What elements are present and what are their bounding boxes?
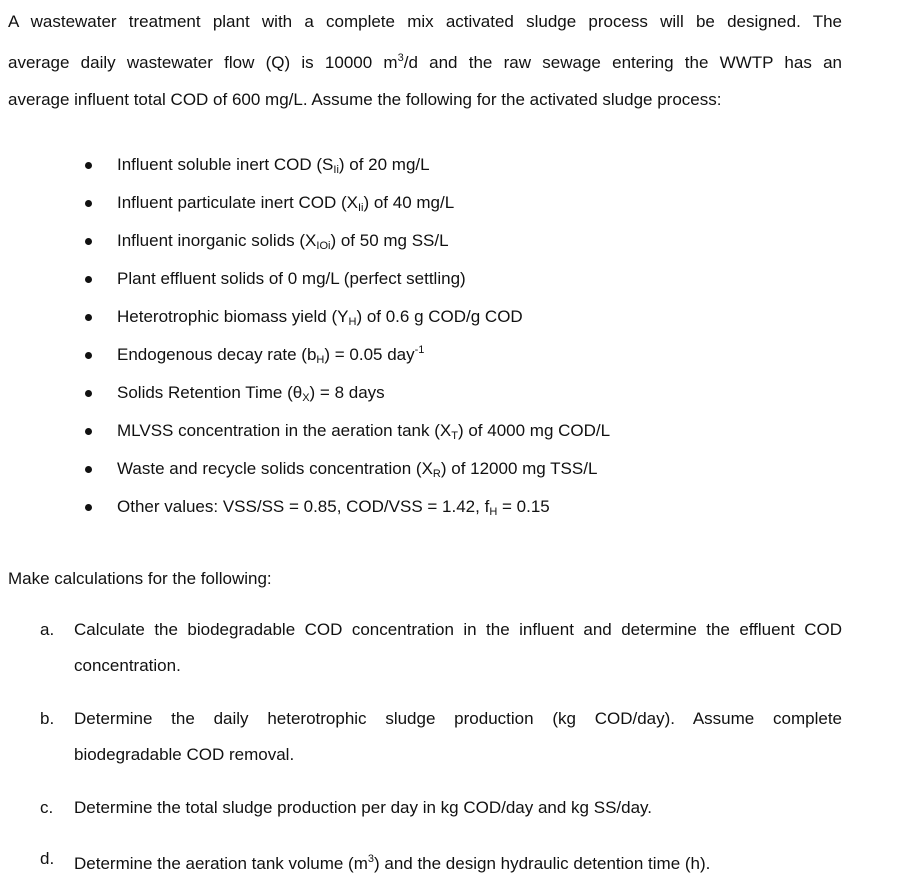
task-letter: b. [40, 709, 55, 728]
bullet-icon [85, 428, 92, 435]
bullet-icon [85, 466, 92, 473]
assumption-item [85, 146, 610, 184]
task-item-b [40, 701, 842, 773]
intro-line-2-text-b: /d and the raw sewage entering the WWTP has an [403, 53, 842, 72]
task-text: Determine the daily heterotrophic sludge production (kg COD/day). Assume complete biodegradable COD removal. [74, 709, 842, 764]
task-item-c [40, 790, 842, 826]
assumption-text: Endogenous decay rate $(b_H) = 0.05$ day$^{-1}$ [117, 344, 425, 366]
bullet-icon [85, 314, 92, 321]
cubic-superscript: 3 [367, 853, 374, 865]
bullet-icon [85, 238, 92, 245]
task-letter: c. [40, 798, 54, 817]
assumption-list [85, 146, 610, 526]
assumption-text: Plant effluent solids of 0 mg/L (perfect settling) [117, 269, 466, 288]
assumption-text: Influent inorganic solids $(X_{IOi})$ of 50 mg SS/L [117, 231, 449, 252]
assumption-item [85, 298, 610, 336]
assumption-item [85, 374, 610, 412]
task-text: Determine the aeration tank volume $(m^3)$ and the design hydraulic detention time (h). [74, 853, 711, 873]
assumption-item [85, 450, 610, 488]
task-letter: a. [40, 620, 55, 639]
bullet-icon [85, 200, 92, 207]
assumption-text: Heterotrophic biomass yield $(Y_H)$ of 0.6 g COD/g COD [117, 307, 523, 328]
problem-intro [8, 3, 842, 118]
assumption-text: Solids Retention Time $(\theta_X) = 8$ days [117, 383, 385, 404]
bullet-icon [85, 276, 92, 283]
intro-line-2 [8, 40, 842, 81]
task-item-d [40, 841, 842, 882]
cubic-superscript: 3 [397, 52, 404, 64]
assumption-item [85, 412, 610, 450]
bullet-icon [85, 504, 92, 511]
task-text: Determine the total sludge production per day in kg COD/day and kg SS/day. [74, 798, 653, 817]
assumption-text: MLVSS concentration in the aeration tank $(X_T)$ of 4000 mg COD/L [117, 421, 611, 442]
assumption-item [85, 336, 610, 374]
bullet-icon [85, 162, 92, 169]
task-text: Calculate the biodegradable COD concentration in the influent and determine the effluent COD concentration. [74, 620, 842, 675]
task-item-a [40, 612, 842, 684]
assumption-item [85, 222, 610, 260]
bullet-icon [85, 390, 92, 397]
intro-line-3: average influent total COD of 600 mg/L. Assume the following for the activated sludge process: [8, 90, 722, 109]
assumption-text: Waste and recycle solids concentration $(X_R)$ of 12000 mg TSS/L [117, 459, 598, 480]
assumption-text: Influent particulate inert COD $(X_{Ii})$ of 40 mg/L [117, 193, 455, 214]
task-letter: d. [40, 849, 55, 868]
assumption-text: Other values: VSS/SS = 0.85, COD/VSS = 1.42, $f_H = 0.15$ [117, 497, 550, 518]
assumption-item [85, 184, 610, 222]
intro-line-2-text-a: average daily wastewater flow (Q) is 10000 m [8, 53, 398, 72]
assumption-item [85, 488, 610, 526]
assumption-text: Influent soluble inert COD $(S_{Ii})$ of 20 mg/L [117, 155, 430, 176]
tasks-heading: Make calculations for the following: [8, 569, 272, 588]
bullet-icon [85, 352, 92, 359]
assumption-item [85, 260, 610, 298]
intro-line-1: A wastewater treatment plant with a complete mix activated sludge process will be designed. The [8, 12, 842, 31]
